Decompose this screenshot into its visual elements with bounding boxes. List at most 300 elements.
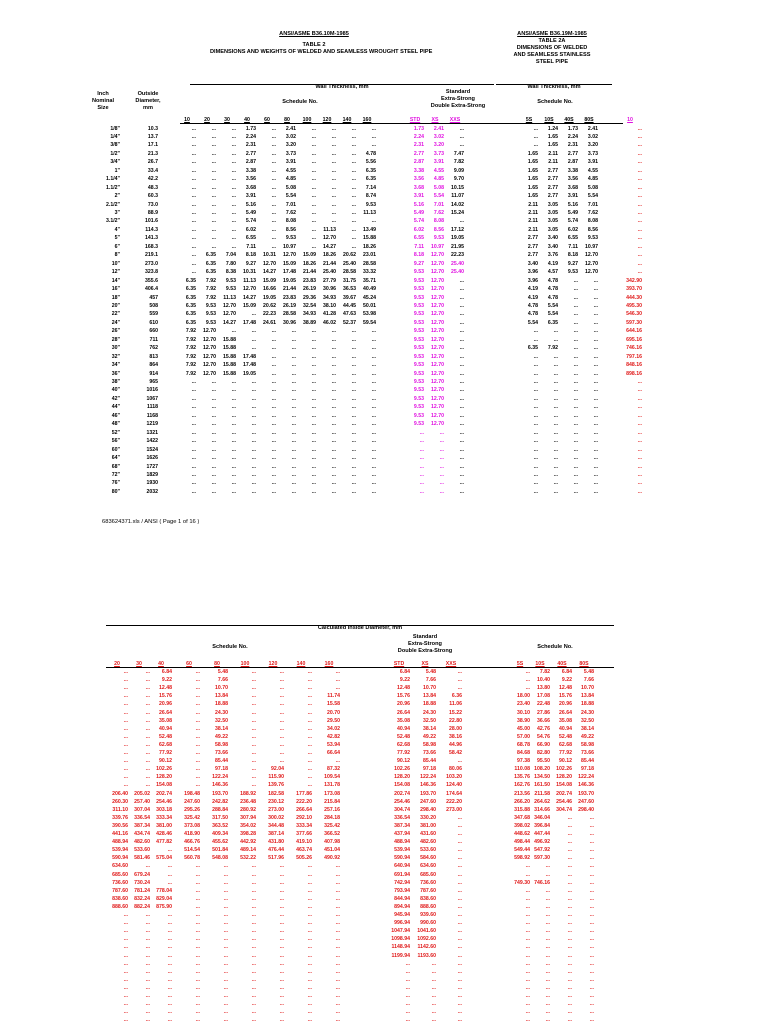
- wall-thickness-cell: ...: [351, 404, 356, 411]
- stainless-inside-diameter-cell: 7.82: [539, 669, 550, 675]
- header-line: Nominal: [91, 98, 115, 104]
- std-inside-diameter-cell: 298.40: [420, 806, 436, 813]
- inside-diameter-cell: 257.40: [134, 798, 150, 805]
- wall-thickness-cell: ...: [351, 488, 356, 495]
- inside-diameter-cell: 52.48: [159, 733, 172, 740]
- inside-diameter-cell: ...: [251, 1001, 256, 1008]
- stainless-wall-cell: ...: [533, 438, 538, 445]
- wall-thickness-cell: ...: [231, 125, 236, 132]
- outside-diameter: 101.6: [145, 218, 158, 225]
- std-wall-cell: 21.95: [451, 243, 464, 250]
- stainless-inside-diameter-cell: ...: [567, 928, 572, 935]
- std-wall-cell: ...: [459, 286, 464, 293]
- inside-diameter-cell: 20.70: [327, 709, 340, 716]
- wall-thickness-cell: ...: [191, 159, 196, 166]
- std-inside-diameter-cell: ...: [457, 952, 462, 959]
- inside-diameter-cell: 778.04: [156, 887, 172, 894]
- schedule-header: 120: [322, 117, 332, 123]
- inside-diameter-cell: 49.22: [215, 733, 228, 740]
- wall-thickness-cell: 23.83: [303, 277, 316, 284]
- stainless-wall-cell: ...: [593, 387, 598, 394]
- wall-thickness-cell: ...: [191, 395, 196, 402]
- stainless-inside-diameter-cell: ...: [567, 879, 572, 886]
- inside-diameter-cell: ...: [195, 895, 200, 902]
- stainless-wall-cell: ...: [573, 421, 578, 428]
- wall-thickness-cell: 11.13: [323, 226, 336, 233]
- nominal-size: 44": [111, 404, 120, 411]
- inside-diameter-cell: 288.84: [212, 806, 228, 813]
- std-wall-cell: 12.70: [431, 277, 444, 284]
- stainless-wall-cell: 4.78: [547, 286, 558, 293]
- wall-thickness-cell: ...: [251, 387, 256, 394]
- wall-thickness-cell: ...: [291, 488, 296, 495]
- stainless-wall-cell: 2.11: [548, 150, 558, 157]
- stainless-wall-cell: ...: [593, 404, 598, 411]
- wall-thickness-cell: 9.53: [205, 302, 216, 309]
- std-wall-cell: 3.91: [433, 159, 444, 166]
- inside-diameter-cell: 215.84: [324, 798, 340, 805]
- inside-diameter-cell: ...: [335, 952, 340, 959]
- std-wall-cell: ...: [459, 328, 464, 335]
- nominal-size: 80": [111, 488, 120, 495]
- stainless-wall-cell: ...: [573, 353, 578, 360]
- wall-thickness-cell: ...: [191, 125, 196, 132]
- wall-thickness-cell: ...: [191, 252, 196, 259]
- inside-diameter-cell: 62.68: [159, 741, 172, 748]
- wall-thickness-cell: ...: [311, 210, 316, 216]
- inside-diameter-cell: 77.92: [159, 750, 172, 756]
- nominal-size: 1": [114, 167, 120, 174]
- outside-diameter: 114.3: [145, 226, 158, 233]
- stainless-wall-cell: ...: [533, 412, 538, 419]
- std-wall-cell: 3.68: [413, 184, 424, 191]
- stainless-inside-diameter-cell: 18.88: [581, 701, 594, 708]
- header-line: mm: [143, 105, 153, 111]
- inside-diameter-cell: ...: [123, 766, 128, 773]
- inside-diameter-cell: ...: [279, 1017, 284, 1024]
- wall-thickness-cell: ...: [271, 480, 276, 487]
- stainless-inside-diameter-cell: 315.88: [514, 806, 530, 813]
- stainless-inside-diameter-cell: 154.08: [556, 782, 572, 789]
- inside-diameter-cell: ...: [251, 920, 256, 927]
- inside-diameter-cell: ...: [195, 758, 200, 765]
- inside-diameter-cell: 292.10: [296, 814, 312, 821]
- stainless-inside-diameter-cell: ...: [567, 960, 572, 967]
- inside-diameter-cell: ...: [307, 693, 312, 700]
- stainless-inside-diameter-cell: ...: [525, 863, 530, 870]
- stainless-inside-diameter-cell: ...: [525, 976, 530, 983]
- inside-diameter-cell: 12.48: [159, 685, 172, 692]
- inside-diameter-cell: 634.60: [112, 863, 128, 870]
- wall-thickness-cell: 8.56: [285, 226, 296, 233]
- inside-diameter-cell: ...: [307, 782, 312, 789]
- wall-thickness-cell: ...: [291, 463, 296, 470]
- inside-diameter-cell: ...: [307, 879, 312, 886]
- std-inside-diameter-cell: 11.06: [449, 701, 462, 708]
- stainless-wall-cell: ...: [533, 404, 538, 411]
- wall-thickness-cell: ...: [251, 328, 256, 335]
- std-inside-diameter-cell: 35.08: [397, 717, 410, 724]
- inside-diameter-cell: 539.94: [112, 847, 128, 854]
- std-inside-diameter-cell: ...: [457, 822, 462, 829]
- wall-thickness-cell: 15.09: [263, 277, 276, 284]
- inside-diameter-cell: ...: [195, 782, 200, 789]
- wall-thickness-cell: ...: [191, 133, 196, 140]
- inside-diameter-cell: ...: [223, 1017, 228, 1024]
- wall-thickness-cell: ...: [191, 150, 196, 157]
- wall-thickness-cell: 7.92: [205, 286, 216, 293]
- wall-thickness-cell: ...: [351, 370, 356, 377]
- wall-thickness-cell: 6.35: [365, 176, 376, 183]
- wall-thickness-cell: 10.31: [263, 252, 276, 259]
- inside-diameter-cell: ...: [307, 750, 312, 756]
- inside-diameter-cell: 115.90: [268, 774, 284, 781]
- wall-thickness-cell: ...: [331, 446, 336, 453]
- inside-diameter-cell: 87.32: [327, 766, 340, 773]
- std-wall-cell: 9.53: [413, 387, 424, 394]
- wall-thickness-cell: ...: [371, 125, 376, 132]
- std-wall-cell: 10.15: [451, 184, 464, 191]
- inside-diameter-cell: 102.26: [156, 766, 172, 773]
- stainless-wall-cell: 2.77: [547, 176, 558, 183]
- stainless-wall-cell: ...: [533, 395, 538, 402]
- wall-thickness-cell: ...: [331, 370, 336, 377]
- inside-diameter-cell: 66.64: [327, 750, 340, 756]
- stainless-wall-cell: ...: [593, 294, 598, 301]
- std-inside-diameter-cell: 336.54: [394, 814, 410, 821]
- std-inside-diameter-cell: ...: [457, 968, 462, 975]
- nominal-size: 60": [111, 446, 120, 453]
- wall-thickness-cell: 12.70: [223, 302, 236, 309]
- stainless-wall-cell: 3.05: [547, 201, 558, 208]
- wall-thickness-cell: 34.93: [323, 294, 336, 301]
- wall-thickness-cell: ...: [231, 488, 236, 495]
- outside-diameter: 1727: [146, 463, 158, 470]
- wall-thickness-cell: 5.56: [365, 159, 376, 166]
- stainless-wall-cell: 3.20: [587, 142, 598, 149]
- std-wall-cell: 3.38: [413, 167, 424, 174]
- stainless-inside-diameter-cell: 347.68: [514, 814, 530, 821]
- inside-diameter-cell: 266.64: [296, 806, 312, 813]
- std-wall-cell: 9.53: [413, 421, 424, 428]
- wall-thickness-cell: ...: [311, 395, 316, 402]
- inside-diameter-cell: ...: [251, 774, 256, 781]
- std-inside-diameter-cell: 5.48: [425, 669, 436, 675]
- inside-diameter-cell: 29.50: [327, 717, 340, 724]
- stainless-inside-diameter-cell: ...: [567, 847, 572, 854]
- inside-diameter-cell: ...: [223, 920, 228, 927]
- inside-diameter-cell: 247.60: [184, 798, 200, 805]
- stainless-wall-cell: 6.35: [547, 319, 558, 326]
- inside-diameter-cell: ...: [279, 936, 284, 943]
- stainless-inside-diameter-cell: 84.68: [517, 750, 530, 756]
- inside-diameter-cell: ...: [145, 928, 150, 935]
- extra-col-cell: ...: [637, 412, 642, 419]
- std-wall-cell: 12.70: [431, 421, 444, 428]
- std-wall-cell: 25.40: [451, 260, 464, 267]
- inside-diameter-cell: 300.02: [268, 814, 284, 821]
- inside-diameter-cell: 344.48: [268, 822, 284, 829]
- wall-thickness-cell: ...: [351, 243, 356, 250]
- stainless-inside-diameter-cell: 13.84: [581, 693, 594, 700]
- stainless-inside-diameter-cell: 146.36: [578, 782, 594, 789]
- stainless-wall-cell: 2.77: [547, 193, 558, 200]
- extra-col-cell: ...: [637, 252, 642, 259]
- std-inside-diameter-cell: 996.94: [394, 920, 410, 927]
- stainless-inside-diameter-cell: ...: [589, 895, 594, 902]
- wall-thickness-cell: ...: [231, 395, 236, 402]
- stainless-schedule-no-header: Schedule No.: [537, 99, 573, 105]
- extra-col-cell: 393.70: [626, 286, 642, 293]
- inside-diameter-cell: ...: [167, 968, 172, 975]
- wall-thickness-cell: 10.31: [243, 269, 256, 276]
- std-inside-diameter-cell: 58.42: [449, 750, 462, 756]
- wall-thickness-cell: ...: [211, 184, 216, 191]
- schedule-header: 100: [240, 661, 250, 667]
- stainless-wall-cell: ...: [533, 125, 538, 132]
- stainless-inside-diameter-cell: ...: [589, 887, 594, 894]
- wall-thickness-cell: ...: [311, 370, 316, 377]
- std-wall-cell: ...: [439, 463, 444, 470]
- stainless-wall-cell: ...: [593, 311, 598, 318]
- inside-diameter-cell: ...: [307, 733, 312, 740]
- wall-thickness-cell: ...: [231, 159, 236, 166]
- std-wall-cell: 3.91: [413, 193, 424, 200]
- stainless-inside-diameter-cell: ...: [525, 960, 530, 967]
- extra-col-cell: 797.16: [626, 353, 642, 360]
- wall-thickness-cell: 44.45: [343, 302, 356, 309]
- stainless-wall-cell: ...: [593, 438, 598, 445]
- inside-diameter-cell: ...: [167, 944, 172, 951]
- stainless-inside-diameter-cell: 26.64: [559, 709, 572, 716]
- stainless-inside-diameter-cell: ...: [567, 952, 572, 959]
- inside-diameter-cell: 363.52: [212, 822, 228, 829]
- wall-thickness-cell: ...: [251, 463, 256, 470]
- std-inside-diameter-cell: ...: [457, 936, 462, 943]
- schedule-header: 160: [324, 661, 334, 667]
- inside-diameter-cell: ...: [335, 669, 340, 675]
- stainless-inside-diameter-cell: ...: [589, 871, 594, 878]
- inside-diameter-cell: ...: [335, 984, 340, 991]
- inside-diameter-cell: ...: [123, 677, 128, 684]
- wall-thickness-cell: 6.35: [185, 277, 196, 284]
- stainless-wall-cell: ...: [593, 395, 598, 402]
- wall-thickness-cell: ...: [371, 463, 376, 470]
- wall-thickness-cell: ...: [351, 210, 356, 216]
- inside-diameter-cell: ...: [145, 984, 150, 991]
- inside-diameter-cell: ...: [223, 984, 228, 991]
- stainless-table-label: TABLE 2A: [538, 38, 566, 44]
- nominal-size: 26": [111, 328, 120, 335]
- inside-diameter-cell: 431.80: [268, 839, 284, 846]
- wall-thickness-cell: 8.08: [285, 218, 296, 225]
- wall-thickness-cell: 36.53: [343, 286, 356, 293]
- inside-diameter-cell: ...: [145, 677, 150, 684]
- inside-diameter-cell: ...: [307, 774, 312, 781]
- nominal-size: 68": [111, 463, 120, 470]
- wall-thickness-cell: ...: [191, 226, 196, 233]
- stainless-inside-diameter-cell: ...: [589, 993, 594, 999]
- wall-thickness-cell: ...: [351, 336, 356, 343]
- wall-thickness-cell: 6.35: [185, 311, 196, 318]
- stainless-wall-cell: 8.18: [567, 252, 578, 259]
- inside-diameter-cell: 418.90: [184, 831, 200, 837]
- inside-diameter-cell: 34.02: [327, 725, 340, 732]
- nominal-size: 30": [111, 345, 120, 352]
- inside-diameter-cell: ...: [145, 774, 150, 781]
- inside-diameter-cell: 390.56: [112, 822, 128, 829]
- wall-thickness-cell: ...: [251, 421, 256, 428]
- stainless-inside-diameter-cell: 38.90: [517, 717, 530, 724]
- std-wall-cell: ...: [419, 463, 424, 470]
- inside-diameter-cell: ...: [123, 693, 128, 700]
- inside-diameter-cell: ...: [307, 1001, 312, 1008]
- extra-col-cell: ...: [637, 480, 642, 487]
- schedule-no-header: Schedule No.: [282, 99, 318, 105]
- wall-thickness-cell: 8.38: [225, 269, 236, 276]
- stainless-wall-cell: ...: [593, 480, 598, 487]
- stainless-wall-cell: 2.11: [528, 218, 538, 225]
- inside-diameter-cell: 177.86: [296, 790, 312, 797]
- std-inside-diameter-cell: 482.60: [420, 839, 436, 846]
- wall-thickness-cell: ...: [191, 167, 196, 174]
- std-wall-cell: ...: [459, 142, 464, 149]
- wall-thickness-cell: ...: [351, 429, 356, 436]
- stainless-inside-diameter-cell: ...: [567, 993, 572, 999]
- wall-thickness-cell: 35.71: [363, 277, 376, 284]
- std-inside-diameter-cell: 128.20: [394, 774, 410, 781]
- stainless-inside-diameter-cell: 52.48: [559, 733, 572, 740]
- inside-diameter-cell: 10.70: [215, 685, 228, 692]
- wall-thickness-cell: 45.24: [363, 294, 376, 301]
- std-inside-diameter-cell: ...: [431, 960, 436, 967]
- wall-thickness-cell: ...: [211, 201, 216, 208]
- inside-diameter-cell: ...: [123, 944, 128, 951]
- std-inside-diameter-cell: 62.68: [397, 741, 410, 748]
- stainless-inside-diameter-cell: ...: [525, 1009, 530, 1016]
- extra-col-cell: 695.16: [626, 336, 642, 343]
- wall-thickness-cell: ...: [351, 455, 356, 462]
- stainless-inside-diameter-cell: 12.48: [559, 685, 572, 692]
- std-wall-cell: ...: [459, 412, 464, 419]
- inside-diameter-cell: ...: [195, 903, 200, 910]
- wall-thickness-cell: ...: [271, 167, 276, 174]
- inside-diameter-cell: ...: [251, 1017, 256, 1024]
- wall-thickness-cell: ...: [291, 412, 296, 419]
- wall-thickness-cell: 3.73: [285, 150, 296, 157]
- stainless-wall-cell: 2.77: [547, 167, 558, 174]
- std-wall-cell: 11.07: [451, 193, 464, 200]
- wall-thickness-cell: ...: [211, 379, 216, 385]
- inside-diameter-cell: ...: [251, 669, 256, 675]
- wall-thickness-cell: ...: [271, 142, 276, 149]
- wall-thickness-cell: ...: [211, 226, 216, 233]
- wall-thickness-cell: ...: [331, 193, 336, 200]
- extra-col-cell: 342.90: [626, 277, 642, 284]
- inside-diameter-cell: ...: [251, 887, 256, 894]
- stainless-inside-diameter-cell: 5.48: [583, 669, 594, 675]
- std-inside-diameter-cell: 939.60: [420, 912, 436, 918]
- std-inside-diameter-cell: 38.14: [423, 725, 436, 732]
- wall-thickness-cell: ...: [291, 353, 296, 360]
- inside-diameter-cell: ...: [251, 976, 256, 983]
- stainless-inside-diameter-cell: 161.50: [534, 782, 550, 789]
- stainless-inside-diameter-cell: ...: [567, 1017, 572, 1024]
- wall-thickness-cell: 21.44: [323, 260, 336, 267]
- wall-thickness-cell: ...: [191, 429, 196, 436]
- stainless-wall-cell: ...: [573, 404, 578, 411]
- wall-thickness-cell: ...: [231, 446, 236, 453]
- inside-diameter-cell: ...: [123, 725, 128, 732]
- wall-thickness-cell: 4.55: [285, 167, 296, 174]
- wall-thickness-cell: ...: [311, 471, 316, 478]
- wall-thickness-cell: 19.05: [243, 370, 256, 377]
- wall-thickness-cell: 33.32: [363, 269, 376, 276]
- inside-diameter-cell: ...: [123, 750, 128, 756]
- stainless-wall-cell: 2.77: [527, 243, 538, 250]
- wall-thickness-cell: ...: [191, 260, 196, 267]
- nominal-size: 3/8": [110, 142, 120, 149]
- inside-diameter-cell: 198.48: [184, 790, 200, 797]
- stainless-wall-cell: ...: [533, 328, 538, 335]
- inside-diameter-cell: ...: [251, 782, 256, 789]
- nominal-size: 42": [111, 395, 120, 402]
- inside-diameter-cell: 354.02: [240, 822, 256, 829]
- stainless-inside-diameter-cell: ...: [545, 895, 550, 902]
- stainless-wall-cell: ...: [533, 379, 538, 385]
- std-wall-cell: 9.53: [433, 235, 444, 242]
- stainless-wall-cell: 3.73: [587, 150, 598, 157]
- wall-thickness-cell: ...: [271, 387, 276, 394]
- wall-thickness-cell: ...: [191, 142, 196, 149]
- wall-thickness-cell: ...: [191, 412, 196, 419]
- wall-thickness-cell: 9.53: [205, 311, 216, 318]
- inside-diameter-cell: 501.84: [212, 847, 228, 854]
- stainless-wall-cell: ...: [573, 387, 578, 394]
- std-inside-diameter-cell: ...: [405, 993, 410, 999]
- wall-thickness-cell: ...: [231, 387, 236, 394]
- stainless-wall-cell: 6.55: [567, 235, 578, 242]
- std-inside-diameter-cell: 15.76: [397, 693, 410, 700]
- stainless-inside-diameter-cell: 110.08: [514, 766, 530, 773]
- stainless-inside-diameter-cell: 62.68: [559, 741, 572, 748]
- wall-thickness-cell: ...: [351, 226, 356, 233]
- wall-thickness-cell: 12.70: [203, 345, 216, 352]
- std-inside-diameter-cell: 894.94: [394, 903, 410, 910]
- stainless-wall-cell: 1.65: [527, 159, 538, 166]
- wall-thickness-cell: ...: [371, 387, 376, 394]
- std-wall-cell: 17.12: [451, 226, 464, 233]
- inside-diameter-cell: ...: [223, 976, 228, 983]
- inside-diameter-cell: 5.48: [217, 669, 228, 675]
- inside-diameter-cell: 254.46: [156, 798, 172, 805]
- std-inside-diameter-cell: 73.66: [423, 750, 436, 756]
- wall-thickness-cell: ...: [371, 362, 376, 369]
- wall-thickness-cell: ...: [271, 463, 276, 470]
- wall-thickness-cell: ...: [311, 421, 316, 428]
- schedule-header: 80: [284, 117, 290, 123]
- inside-diameter-cell: 882.24: [134, 903, 150, 910]
- wall-thickness-cell: ...: [291, 345, 296, 352]
- stainless-inside-diameter-cell: ...: [525, 920, 530, 927]
- inside-diameter-cell: 455.62: [212, 839, 228, 846]
- inside-diameter-cell: 476.44: [268, 847, 284, 854]
- inside-diameter-cell: 97.18: [215, 766, 228, 773]
- wall-thickness-cell: ...: [371, 446, 376, 453]
- stainless-inside-diameter-cell: ...: [525, 928, 530, 935]
- std-inside-diameter-cell: ...: [405, 1001, 410, 1008]
- std-wall-cell: ...: [439, 429, 444, 436]
